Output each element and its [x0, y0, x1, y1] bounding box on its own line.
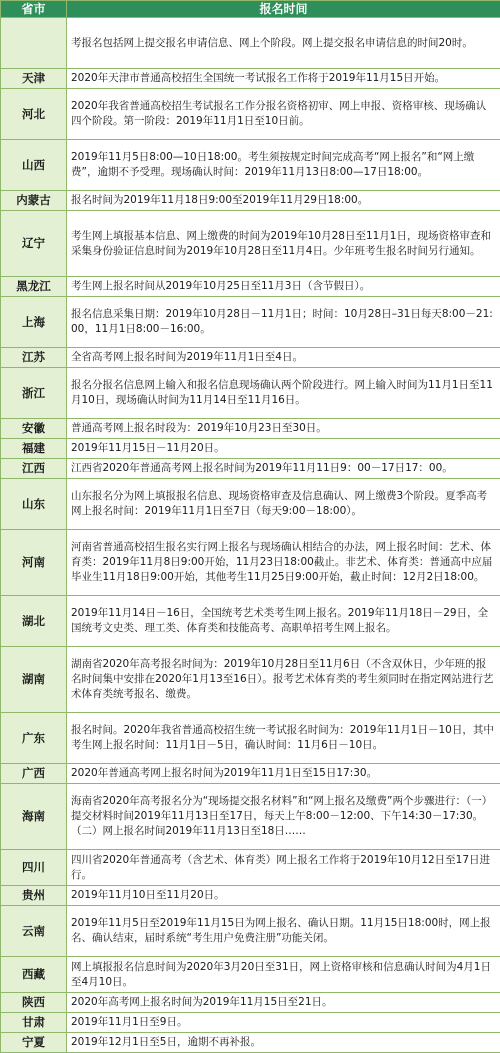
province-cell: 辽宁	[1, 211, 67, 277]
province-cell: 云南	[1, 906, 67, 957]
table-row	[1, 596, 500, 647]
time-cell: 海南省2020年高考报名分为“现场提交报名材料”和“网上报名及缴费”两个步骤进行：（一）提交材料时间2019年11月13日至17日，每天上午8:00－12:00、下午14:30－17:30。（二）网上报名时间2019年11月13日至18日……	[67, 784, 500, 850]
table-row	[1, 647, 500, 713]
province-cell: 浙江	[1, 368, 67, 419]
time-cell: 全省高考网上报名时间为2019年11月1日至4日。	[67, 348, 500, 368]
time-cell: 2019年11月5日至2019年11月15日为网上报名、确认日期。11月15日18:00时，网上报名、确认结束，届时系统“考生用户免费注册”功能关闭。	[67, 906, 500, 957]
province-cell: 山西	[1, 140, 67, 191]
time-cell: 四川省2020年普通高考（含艺术、体育类）网上报名工作将于2019年10月12日至17日进行。	[67, 850, 500, 886]
province-cell: 安徽	[1, 419, 67, 439]
table-row	[1, 850, 500, 886]
header-province: 省市	[1, 1, 67, 18]
table-row	[1, 784, 500, 850]
table-row	[1, 886, 500, 906]
province-cell: 天津	[1, 69, 67, 89]
table-row	[1, 993, 500, 1013]
province-cell: 宁夏	[1, 1033, 67, 1053]
table-row	[1, 479, 500, 530]
table-row	[1, 906, 500, 957]
table-row	[1, 297, 500, 348]
time-cell: 湖南省2020年高考报名时间为：2019年10月28日至11月6日（不含双休日，少年班的报名时间集中安排在2020年1月13至16日）。报考艺术体育类的考生须同时在指定网站进行艺术体育类统考报名、缴费。	[67, 647, 500, 713]
time-cell: 山东报名分为网上填报报名信息、现场资格审查及信息确认、网上缴费3个阶段。夏季高考网上报名时间：2019年11月1日至7日（每天9:00－18:00）。	[67, 479, 500, 530]
time-cell: 2019年11月15日－11月20日。	[67, 439, 500, 459]
table-row	[1, 211, 500, 277]
province-cell: 广东	[1, 713, 67, 764]
time-cell: 报名分报名信息网上输入和报名信息现场确认两个阶段进行。网上输入时间为11月1日至11月10日，现场确认时间为11月14日至11月16日。	[67, 368, 500, 419]
time-cell: 2020年普通高考网上报名时间为2019年11月1日至15日17:30。	[67, 764, 500, 784]
time-cell: 考报名包括网上提交报名申请信息、网上个阶段。网上提交报名申请信息的时间20时。	[67, 18, 500, 69]
province-cell: 河北	[1, 89, 67, 140]
table-row	[1, 140, 500, 191]
time-cell: 网上填报报名信息时间为2020年3月20日至31日，网上资格审核和信息确认时间为4月1日至4月10日。	[67, 957, 500, 993]
table-row	[1, 18, 500, 69]
province-cell: 陕西	[1, 993, 67, 1013]
province-cell: 湖南	[1, 647, 67, 713]
table-row	[1, 530, 500, 596]
time-cell: 2019年11月1日至9日。	[67, 1013, 500, 1033]
time-cell: 普通高考网上报名时段为：2019年10月23日至30日。	[67, 419, 500, 439]
time-cell: 2020年天津市普通高校招生全国统一考试报名工作将于2019年11月15日开始。	[67, 69, 500, 89]
table-row	[1, 348, 500, 368]
province-cell: 广西	[1, 764, 67, 784]
table-row	[1, 764, 500, 784]
province-cell: 河南	[1, 530, 67, 596]
table-header-row	[1, 1, 500, 18]
table-row	[1, 1033, 500, 1053]
province-cell: 海南	[1, 784, 67, 850]
table-row	[1, 957, 500, 993]
time-cell: 2020年高考网上报名时间为2019年11月15日至21日。	[67, 993, 500, 1013]
table-row	[1, 1013, 500, 1033]
time-cell: 2019年12月1日至5日，逾期不再补报。	[67, 1033, 500, 1053]
time-cell: 2019年11月14日－16日，全国统考艺术类考生网上报名。2019年11月18日－29日，全国统考文史类、理工类、体育类和技能高考、高职单招考生网上报名。	[67, 596, 500, 647]
time-cell: 河南省普通高校招生报名实行网上报名与现场确认相结合的办法，网上报名时间：艺术、体育类：2019年11月8日9:00开始，11月23日18:00截止。非艺术、体育类：普通高中应届毕业生11月18日9:00开始，其他考生11月25日9:00开始，截止时间：12月2日18:00。	[67, 530, 500, 596]
time-cell: 2020年我省普通高校招生考试报名工作分报名资格初审、网上申报、资格审核、现场确认四个阶段。第一阶段：2019年11月1日至10日前。	[67, 89, 500, 140]
header-time: 报名时间	[67, 1, 500, 18]
table-row	[1, 89, 500, 140]
time-cell: 2019年11月10日至11月20日。	[67, 886, 500, 906]
province-cell: 上海	[1, 297, 67, 348]
table-row	[1, 459, 500, 479]
province-cell: 四川	[1, 850, 67, 886]
table-row	[1, 713, 500, 764]
province-cell: 甘肃	[1, 1013, 67, 1033]
table-row	[1, 368, 500, 419]
province-cell: 西藏	[1, 957, 67, 993]
province-cell: 山东	[1, 479, 67, 530]
time-cell: 报名时间。2020年我省普通高校招生统一考试报名时间为：2019年11月1日－10日，其中考生网上报名时间：11月1日－5日，确认时间：11月6日－10日。	[67, 713, 500, 764]
table-row	[1, 439, 500, 459]
province-cell: 福建	[1, 439, 67, 459]
time-cell: 2019年11月5日8:00—10日18:00。考生须按规定时间完成高考“网上报名”和“网上缴费”，逾期不予受理。现场确认时间：2019年11月13日8:00—17日18:00。	[67, 140, 500, 191]
time-cell: 江西省2020年普通高考网上报名时间为2019年11月11日9：00－17日17：00。	[67, 459, 500, 479]
time-cell: 报名信息采集日期：2019年10月28日－11月1日；时间：10月28日–31日每天8:00－21:00，11月1日8:00－16:00。	[67, 297, 500, 348]
province-cell: 湖北	[1, 596, 67, 647]
time-cell: 报名时间为2019年11月18日9:00至2019年11月29日18:00。	[67, 191, 500, 211]
table-row	[1, 419, 500, 439]
province-cell	[1, 18, 67, 69]
table-row	[1, 69, 500, 89]
time-cell: 考生网上填报基本信息、网上缴费的时间为2019年10月28日至11月1日，现场资格审查和采集身份验证信息时间为2019年10月28日至11月4日。少年班考生报名时间另行通知。	[67, 211, 500, 277]
time-cell: 考生网上报名时间从2019年10月25日至11月3日（含节假日）。	[67, 277, 500, 297]
table-row	[1, 277, 500, 297]
province-cell: 江苏	[1, 348, 67, 368]
province-cell: 江西	[1, 459, 67, 479]
province-cell: 贵州	[1, 886, 67, 906]
table-row	[1, 191, 500, 211]
province-cell: 内蒙古	[1, 191, 67, 211]
province-cell: 黑龙江	[1, 277, 67, 297]
